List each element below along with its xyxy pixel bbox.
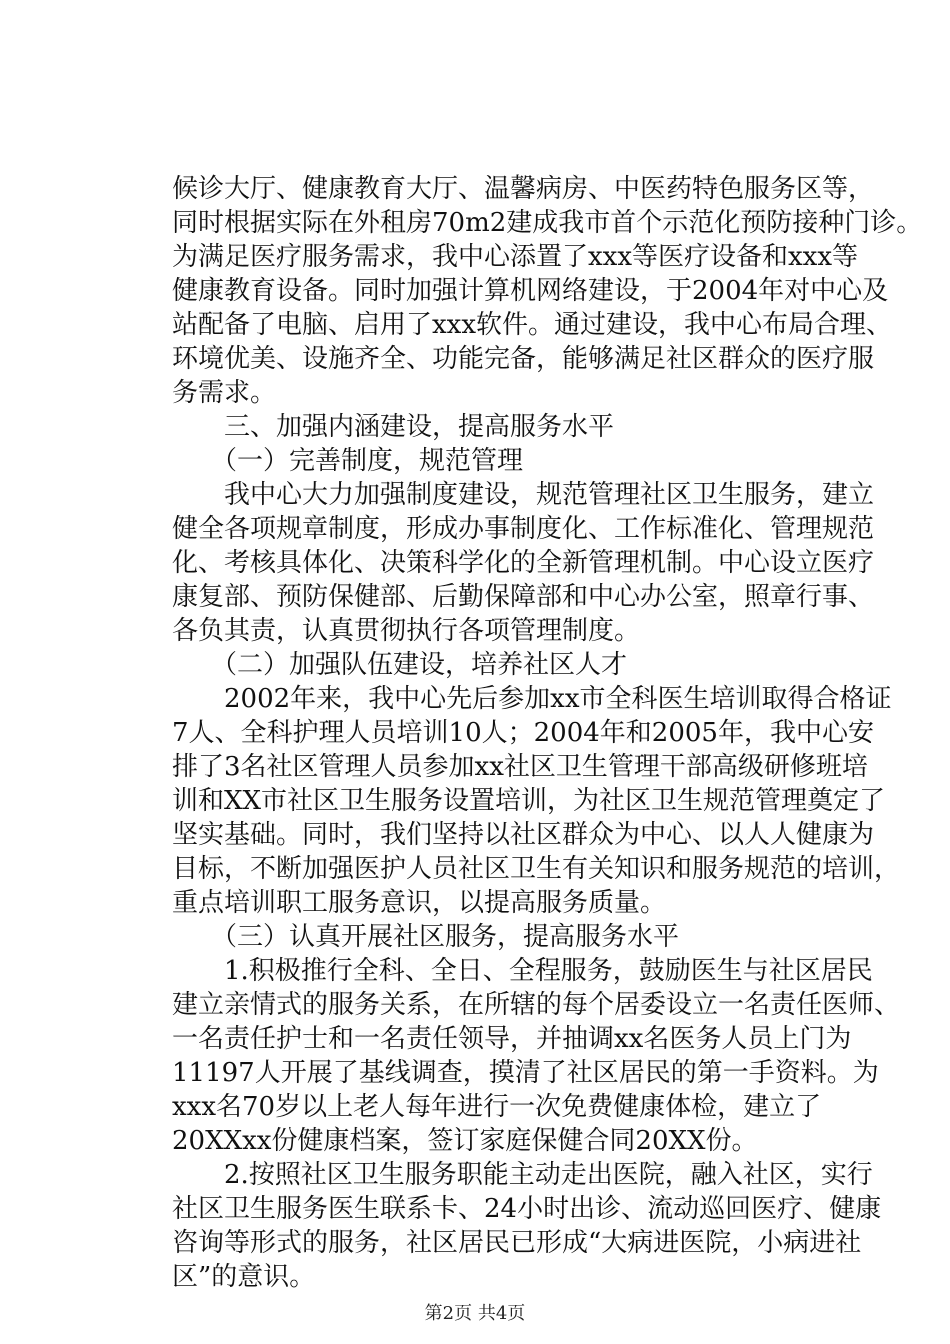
text-line: 健全各项规章制度，形成办事制度化、工作标准化、管理规范 (172, 514, 875, 544)
text-line: 社区卫生服务医生联系卡、24小时出诊、流动巡回医疗、健康 (172, 1194, 882, 1224)
text-line: 区”的意识。 (172, 1262, 316, 1292)
text-line: 健康教育设备。同时加强计算机网络建设，于2004年对中心及 (172, 276, 889, 306)
text-line: 11197人开展了基线调查，摸清了社区居民的第一手资料。为 (172, 1058, 879, 1088)
text-line: 重点培训职工服务意识，以提高服务质量。 (172, 888, 667, 918)
text-line: 康复部、预防保健部、后勤保障部和中心办公室，照章行事、 (172, 582, 875, 612)
text-line: 候诊大厅、健康教育大厅、温馨病房、中医药特色服务区等， (172, 174, 875, 204)
subsection-heading: （三）认真开展社区服务，提高服务水平 (172, 922, 680, 952)
text-line: 咨询等形式的服务，社区居民已形成“大病进医院，小病进社 (172, 1228, 862, 1258)
subsection-heading: （二）加强队伍建设，培养社区人才 (172, 650, 628, 680)
text-line: 训和XX市社区卫生服务设置培训，为社区卫生规范管理奠定了 (172, 786, 886, 816)
text-line: 为满足医疗服务需求，我中心添置了xxx等医疗设备和xxx等 (172, 242, 858, 272)
text-line: xxx名70岁以上老人每年进行一次免费健康体检，建立了 (172, 1092, 822, 1122)
text-line: 务需求。 (172, 378, 277, 408)
text-line: 各负其责，认真贯彻执行各项管理制度。 (172, 616, 641, 646)
text-line: 坚实基础。同时，我们坚持以社区群众为中心、以人人健康为 (172, 820, 875, 850)
text-line: 7人、全科护理人员培训10人；2004年和2005年，我中心安 (172, 718, 874, 748)
text-line: 我中心大力加强制度建设，规范管理社区卫生服务，建立 (172, 480, 875, 510)
text-line: 1.积极推行全科、全日、全程服务，鼓励医生与社区居民 (172, 956, 873, 986)
text-line: 环境优美、设施齐全、功能完备，能够满足社区群众的医疗服 (172, 344, 875, 374)
subsection-heading: （一）完善制度，规范管理 (172, 446, 524, 476)
section-heading: 三、加强内涵建设，提高服务水平 (172, 412, 615, 442)
text-line: 2002年来，我中心先后参加xx市全科医生培训取得合格证 (172, 684, 892, 714)
page-footer: 第2页 共4页 (424, 1303, 526, 1324)
text-line: 排了3名社区管理人员参加xx社区卫生管理干部高级研修班培 (172, 752, 868, 782)
text-line: 一名责任护士和一名责任领导，并抽调xx名医务人员上门为 (172, 1024, 852, 1054)
text-line: 建立亲情式的服务关系，在所辖的每个居委设立一名责任医师、 (172, 990, 901, 1020)
text-line: 2.按照社区卫生服务职能主动走出医院，融入社区，实行 (172, 1160, 873, 1190)
text-line: 同时根据实际在外租房70m2建成我市首个示范化预防接种门诊。 (172, 208, 923, 238)
text-line: 20XXxx份健康档案，签订家庭保健合同20XX份。 (172, 1126, 758, 1156)
text-line: 站配备了电脑、启用了xxx软件。通过建设，我中心布局合理、 (172, 310, 892, 340)
text-line: 化、考核具体化、决策科学化的全新管理机制。中心设立医疗 (172, 548, 875, 578)
text-line: 目标，不断加强医护人员社区卫生有关知识和服务规范的培训， (172, 854, 901, 884)
